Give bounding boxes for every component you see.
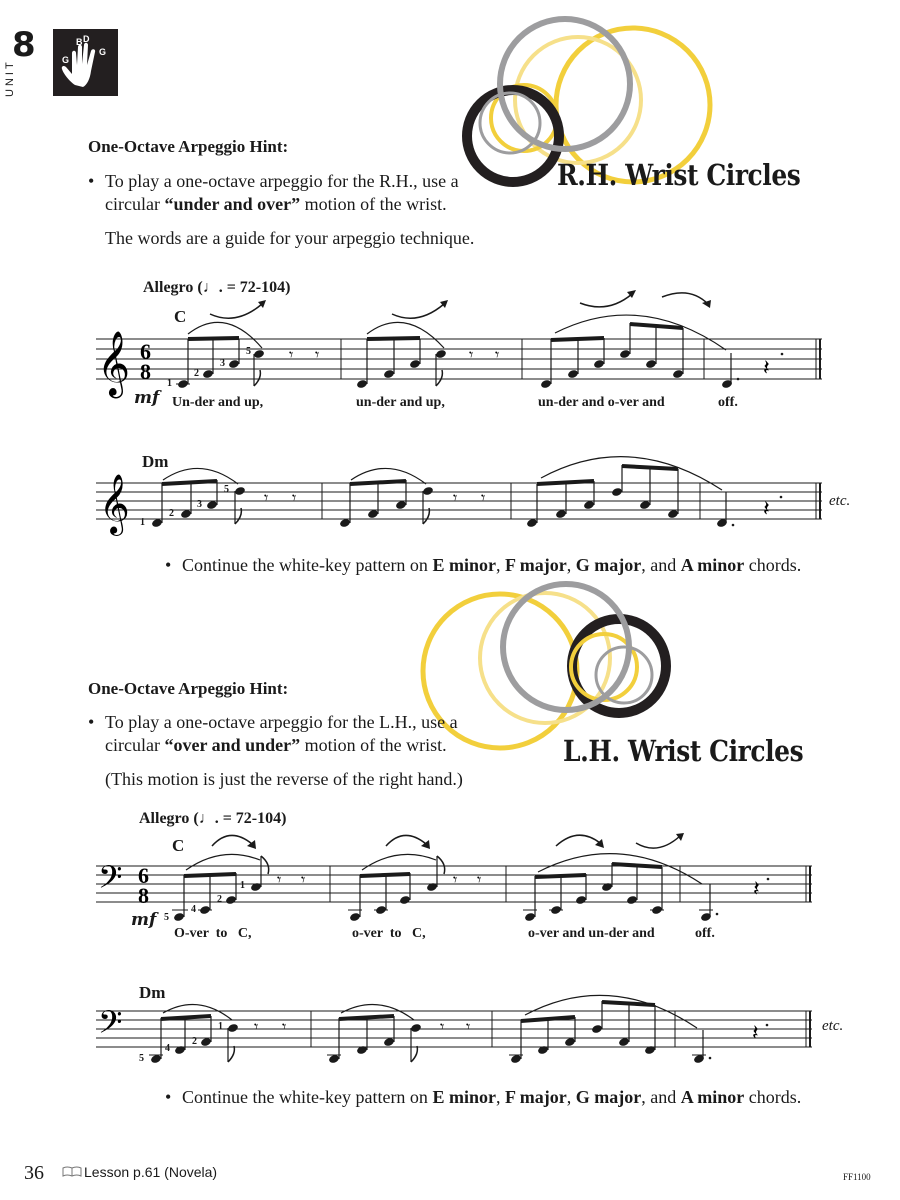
bullet-icon: • bbox=[165, 555, 172, 575]
lyric: O-ver to C, bbox=[174, 926, 252, 941]
svg-text:6: 6 bbox=[140, 339, 151, 364]
finger-number: 1 bbox=[140, 517, 145, 528]
lh-chord-c: C bbox=[172, 836, 185, 855]
svg-text:𝄾: 𝄾 bbox=[264, 490, 269, 507]
lyric: off. bbox=[695, 926, 715, 941]
rh-chord-c: C bbox=[174, 307, 187, 326]
lh-continue-instruction: • Continue the white-key pattern on E minor, F major, G major, and A minor chords. bbox=[165, 1087, 802, 1107]
catalog-code: FF1100 bbox=[843, 1172, 871, 1182]
svg-text:𝄾: 𝄾 bbox=[315, 347, 320, 364]
svg-text:8: 8 bbox=[140, 359, 151, 384]
rh-tempo-marking: Allegro (♩. = 72-104) bbox=[143, 279, 291, 296]
svg-text:𝄾: 𝄾 bbox=[292, 490, 297, 507]
finger-number: 5 bbox=[139, 1053, 144, 1064]
svg-text:𝄾: 𝄾 bbox=[466, 1019, 471, 1036]
svg-text:𝄾: 𝄾 bbox=[282, 1019, 287, 1036]
lyric: Un-der and up, bbox=[172, 395, 264, 410]
lyric: o-ver and un-der and bbox=[528, 926, 655, 941]
etc-label: etc. bbox=[822, 1018, 844, 1034]
svg-text:G: G bbox=[99, 47, 107, 57]
rh-hint-note: The words are a guide for your arpeggio technique. bbox=[105, 228, 475, 248]
finger-number: 2 bbox=[192, 1036, 197, 1047]
svg-text:6: 6 bbox=[138, 863, 149, 888]
rh-banner-title: R.H. Wrist Circles bbox=[557, 158, 801, 192]
finger-number: 5 bbox=[224, 484, 229, 495]
lyric: un-der and o-ver and bbox=[538, 395, 665, 410]
treble-clef-icon: 𝄞 bbox=[99, 474, 130, 534]
finger-number: 1 bbox=[218, 1021, 223, 1032]
rh-continue-instruction: • Continue the white-key pattern on E minor, F major, G major, and A minor chords. bbox=[165, 555, 802, 575]
rh-chord-dm: Dm bbox=[142, 452, 169, 471]
svg-text:𝄾: 𝄾 bbox=[440, 1019, 445, 1036]
svg-text:𝄾: 𝄾 bbox=[477, 872, 482, 889]
bullet-icon: • bbox=[165, 1087, 172, 1107]
svg-text:B: B bbox=[76, 37, 83, 47]
rh-hint-title: One-Octave Arpeggio Hint: bbox=[88, 137, 289, 156]
svg-text:𝄾: 𝄾 bbox=[453, 490, 458, 507]
dynamic-mf: mf bbox=[134, 388, 160, 408]
svg-text:𝄾: 𝄾 bbox=[254, 1019, 259, 1036]
bullet-icon: • bbox=[88, 712, 95, 732]
svg-text:𝄾: 𝄾 bbox=[469, 347, 474, 364]
bullet-icon: • bbox=[88, 171, 95, 191]
lesson-reference: Lesson p.61 (Novela) bbox=[62, 1164, 217, 1180]
svg-text:𝄾: 𝄾 bbox=[453, 872, 458, 889]
treble-clef-icon: 𝄞 bbox=[97, 331, 131, 396]
finger-number: 5 bbox=[246, 346, 251, 357]
rh-motion-phrase: “under and over” bbox=[164, 194, 301, 214]
lyric: off. bbox=[718, 395, 738, 410]
svg-text:D: D bbox=[83, 34, 90, 44]
lh-hint-body: • To play a one-octave arpeggio for the L.H., use a circular “over and under” motion of the wrist. (This motion is just the reverse of the right hand.) bbox=[88, 711, 488, 791]
finger-number: 2 bbox=[194, 368, 199, 379]
finger-number: 5 bbox=[164, 912, 169, 923]
svg-text:𝄾: 𝄾 bbox=[495, 347, 500, 364]
unit-label: UNIT bbox=[4, 59, 16, 97]
svg-text:𝄾: 𝄾 bbox=[301, 872, 306, 889]
book-icon bbox=[62, 1166, 82, 1178]
lh-hint-note: (This motion is just the reverse of the right hand.) bbox=[105, 769, 463, 789]
finger-number: 1 bbox=[240, 880, 245, 891]
finger-number: 3 bbox=[197, 499, 202, 510]
bass-clef-icon: 𝄢 bbox=[98, 859, 123, 903]
finger-number: 2 bbox=[217, 894, 222, 905]
svg-text:𝄽: 𝄽 bbox=[763, 496, 770, 521]
bass-clef-icon: 𝄢 bbox=[98, 1004, 123, 1048]
note-g-low: G bbox=[62, 55, 70, 65]
finger-number: 4 bbox=[165, 1043, 170, 1054]
finger-number: 2 bbox=[169, 508, 174, 519]
quarter-rest-icon: 𝄽 bbox=[763, 355, 770, 380]
svg-text:𝄾: 𝄾 bbox=[277, 872, 282, 889]
lh-tempo-marking: Allegro (♩. = 72-104) bbox=[139, 810, 287, 827]
finger-number: 4 bbox=[191, 904, 196, 915]
svg-text:𝄽: 𝄽 bbox=[753, 876, 760, 901]
lyric: o-ver to C, bbox=[352, 926, 426, 941]
eighth-rest-icon: 𝄾 bbox=[289, 347, 294, 364]
svg-text:𝄽: 𝄽 bbox=[752, 1020, 759, 1045]
svg-text:𝄾: 𝄾 bbox=[481, 490, 486, 507]
rh-hint-body: • To play a one-octave arpeggio for the R.H., use a circular “under and over” motion of the wrist. The words are a guide for your arpeggio technique. bbox=[88, 170, 488, 250]
finger-number: 1 bbox=[167, 378, 172, 389]
lh-banner-title: L.H. Wrist Circles bbox=[563, 734, 804, 768]
finger-number: 3 bbox=[220, 358, 225, 369]
page-number: 36 bbox=[24, 1162, 44, 1184]
etc-label: etc. bbox=[829, 493, 851, 509]
lh-hint-title: One-Octave Arpeggio Hint: bbox=[88, 679, 289, 698]
unit-number: 8 bbox=[12, 25, 36, 65]
lyric: un-der and up, bbox=[356, 395, 445, 410]
lh-motion-phrase: “over and under” bbox=[164, 735, 301, 755]
lh-chord-dm: Dm bbox=[139, 983, 166, 1002]
svg-text:8: 8 bbox=[138, 883, 149, 908]
dynamic-mf: mf bbox=[131, 910, 157, 930]
